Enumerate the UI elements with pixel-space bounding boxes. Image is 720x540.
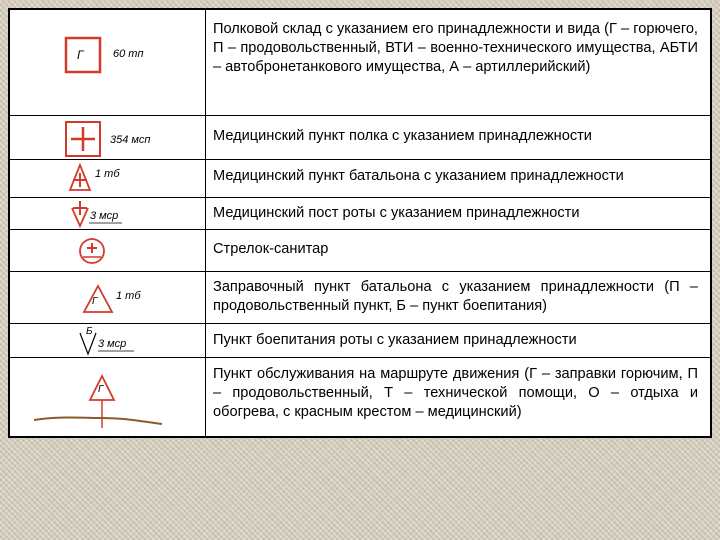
- table-row: [10, 230, 710, 272]
- symbol-label: 1 тб: [116, 290, 141, 302]
- table-row: [10, 358, 710, 436]
- symbol-cell: [10, 198, 206, 229]
- row-description: Медицинский пост роты с указанием принадлежности: [213, 205, 580, 221]
- table-row: [10, 10, 710, 116]
- symbol-cell: [10, 230, 206, 271]
- symbol-label: 3 мср: [90, 210, 119, 222]
- row-description: Стрелок-санитар: [213, 241, 329, 257]
- row-description: Полковой склад с указанием его принадлежности и вида (Г – горючего, П – продовольственный, ВТИ – военно-технического имущества, АБТИ – автобронетанкового имущества, А – артиллерийский): [213, 21, 698, 75]
- symbol-label: 354 мсп: [110, 134, 151, 146]
- row-description: Заправочный пункт батальона с указанием принадлежности (П – продовольственный пункт, Б – пункт боепитания): [213, 279, 698, 314]
- symbol-cell: [10, 160, 206, 197]
- symbol-cell: [10, 324, 206, 357]
- table-row: [10, 198, 710, 230]
- symbol-letter: Б: [86, 326, 93, 337]
- symbol-letter: Г: [98, 384, 104, 395]
- table-row: [10, 324, 710, 358]
- table-row: [10, 160, 710, 198]
- row-description: Медицинский пункт батальона с указанием принадлежности: [213, 168, 624, 184]
- table-row: [10, 272, 710, 324]
- table-row: [10, 116, 710, 160]
- symbol-letter: Г: [77, 48, 84, 62]
- symbol-letter: Г: [92, 296, 98, 307]
- fuel-depot-square-icon: [10, 10, 206, 115]
- route-service-point-icon: [10, 358, 206, 436]
- rifleman-medic-circle-icon: [10, 230, 206, 271]
- symbol-cell: [10, 358, 206, 436]
- symbol-label: 60 тп: [113, 48, 144, 60]
- symbol-cell: [10, 10, 206, 115]
- symbol-label: 1 тб: [95, 168, 120, 180]
- battalion-supply-triangle-icon: [10, 272, 206, 323]
- legend-table: [8, 8, 712, 438]
- row-description: Пункт обслуживания на маршруте движения (Г – заправки горючим, П – продовольственный, Т – технической помощи, О – отдыха и обогрева, с красным крестом – медицинский): [213, 366, 698, 420]
- row-description: Пункт боепитания роты с указанием принадлежности: [213, 332, 577, 348]
- regiment-medical-cross-square-icon: [10, 116, 206, 159]
- symbol-cell: [10, 272, 206, 323]
- symbol-cell: [10, 116, 206, 159]
- symbol-label: 3 мср: [98, 338, 127, 350]
- row-description: Медицинский пункт полка с указанием принадлежности: [213, 128, 592, 144]
